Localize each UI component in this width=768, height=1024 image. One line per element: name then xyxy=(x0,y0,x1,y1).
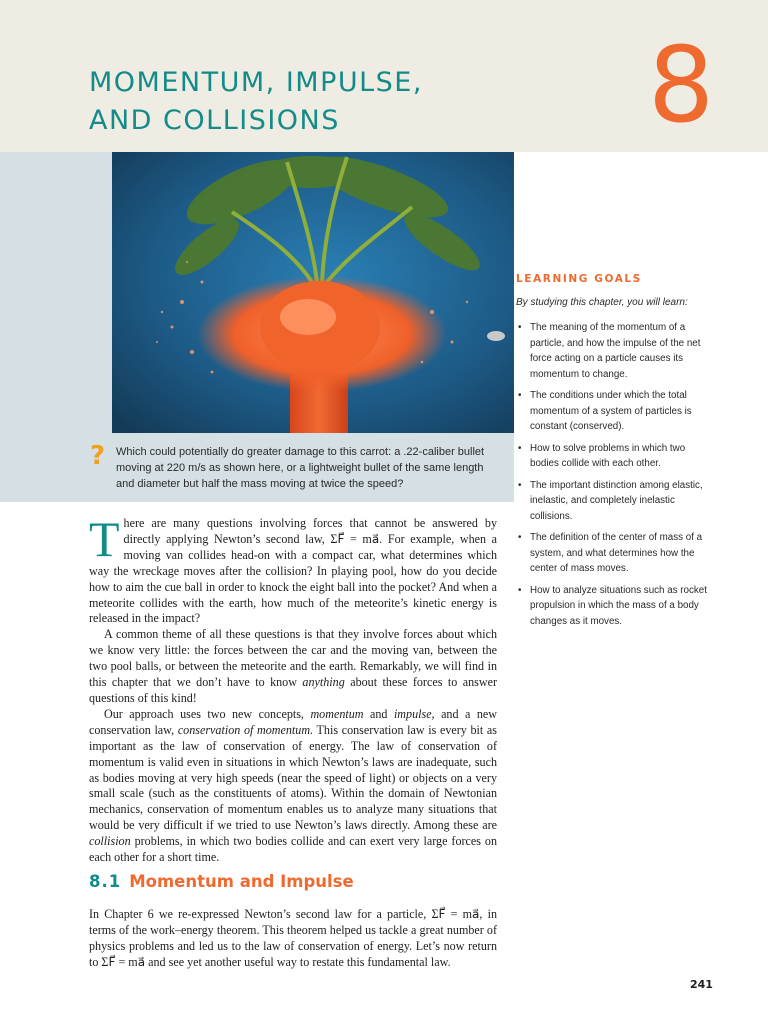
text-run: Our approach uses two new concepts, xyxy=(104,706,311,721)
text-run: A common theme of all these questions is that they involve forces about which we know very little: the forces between the car and the moving van, between the two pool balls, or between the meteorite and the earth. Remarkably, we will find in this chapter that we don’t have to know xyxy=(89,627,497,690)
text-run: and a new conservation law, xyxy=(89,706,497,737)
drop-cap: T xyxy=(89,511,120,567)
chapter-intro-text xyxy=(89,511,497,866)
emphasis: impulse, xyxy=(393,706,435,721)
learning-goal-item: • The meaning of the momentum of a particle, and how the impulse of the net force acting on a particle causes its momentum to change. xyxy=(516,320,712,382)
figure-caption: Which could potentially do greater damage to this carrot: a .22-caliber bullet moving at 220 m/s as shown here, or a lightweight bullet of the same length and diameter but half the mass moving at twice the speed? xyxy=(116,446,485,490)
section-text xyxy=(89,907,497,971)
chapter-opener-photo xyxy=(112,152,514,433)
learning-goals-list xyxy=(516,320,712,629)
learning-goals-intro: By studying this chapter, you will learn: xyxy=(516,297,688,308)
learning-goal-item: • The definition of the center of mass of a system, and what determines how the center of mass moves. xyxy=(516,530,712,577)
learning-goals-box xyxy=(516,273,712,635)
intro-paragraph-1 xyxy=(89,511,497,627)
section-paragraph: In Chapter 6 we re-expressed Newton’s second law for a particle, ΣF⃗ = ma⃗, in terms of the work–energy theorem. This theorem helped us tackle a great number of physics problems and led us to the law of conservation of energy. Let’s now return to ΣF⃗ = ma⃗ and see yet another useful way to restate this fundamental law. xyxy=(89,907,497,969)
emphasis: anything xyxy=(302,675,345,690)
emphasis: collision xyxy=(89,834,131,849)
learning-goal-item: • How to solve problems in which two bodies collide with each other. xyxy=(516,441,712,472)
learning-goal-item: • How to analyze situations such as rocket propulsion in which the mass of a body changes as it moves. xyxy=(516,583,712,630)
intro-paragraph-3 xyxy=(89,707,497,866)
intro-paragraph-2 xyxy=(89,627,497,707)
chapter-number: 8 xyxy=(648,24,715,146)
section-heading xyxy=(89,872,354,891)
intro-paragraph-1-text: here are many questions involving forces that cannot be answered by directly applying Newton’s second law, ΣF⃗ = ma⃗. For example, when a moving van collides head-on with a compact car, what determines which way the wreckage moves after the collision? In playing pool, how do you decide how to aim the cue ball in order to knock the eight ball into the pocket? And when a meteorite collides with the earth, how much of the meteorite’s kinetic energy is released in the impact? xyxy=(89,516,497,626)
chapter-title xyxy=(89,64,423,140)
learning-goal-item: • The important distinction among elastic, inelastic, and completely inelastic collisions. xyxy=(516,478,712,525)
emphasis: conservation of momentum. xyxy=(177,722,314,737)
learning-goals-heading: LEARNING GOALS xyxy=(516,273,642,285)
emphasis: momentum xyxy=(310,706,364,721)
section-number: 8.1 xyxy=(89,872,122,891)
carrot-bullet-image xyxy=(112,152,514,433)
chapter-title-line-2: AND COLLISIONS xyxy=(89,105,340,136)
text-run: problems, in which two bodies collide and can exert very large forces on each other for a short time. xyxy=(89,834,497,865)
page-number: 241 xyxy=(690,978,713,991)
text-run: This conservation law is every bit as important as the law of conservation of energy. The law of conservation of momentum is valid even in situations in which Newton’s laws are inadequate, such as bodies moving at very high speeds (near the speed of light) or objects on a very small scale (such as the constituents of atoms). Within the domain of Newtonian mechanics, conservation of momentum enables us to analyze many situations that would be very difficult if we tried to use Newton’s laws directly. Among these are xyxy=(89,722,497,833)
question-mark-icon: ? xyxy=(90,441,106,471)
chapter-title-line-1: MOMENTUM, IMPULSE, xyxy=(89,67,423,98)
learning-goal-item: • The conditions under which the total momentum of a system of particles is constant (conserved). xyxy=(516,388,712,435)
text-run: about these forces to answer questions of this kind! xyxy=(89,675,497,705)
text-run: and xyxy=(363,706,394,721)
section-title: Momentum and Impulse xyxy=(129,872,354,891)
